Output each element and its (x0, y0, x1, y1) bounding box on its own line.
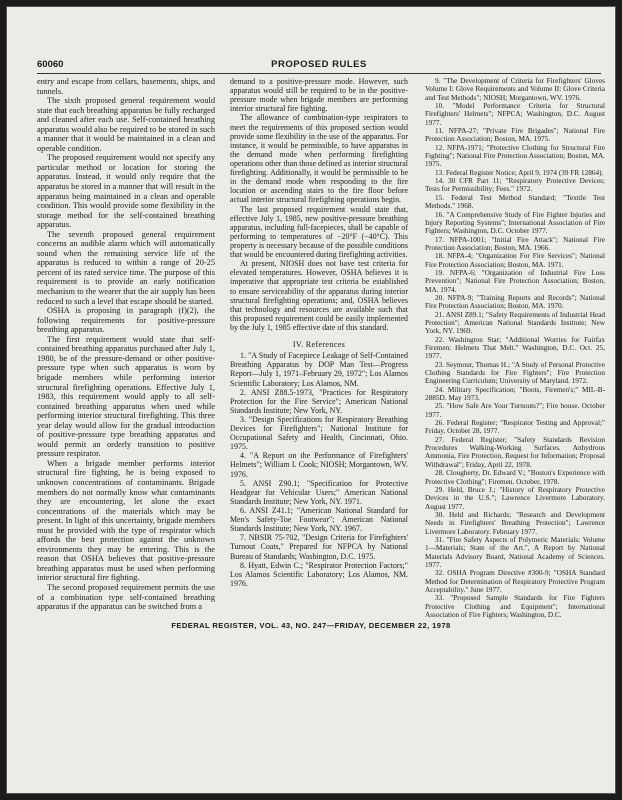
reference-item: 22. Washington Star; "Additional Worries for Fairfax Firemen: Helmets That Melt." Washington, D.C. Oct. 25, 1977. (425, 335, 605, 361)
reference-item: 16. "A Comprehensive Study of Fire Fighter Injuries and Injury Reporting Systems"; International Association of Fire Fighters; Washington, D.C. October 1977. (425, 210, 605, 236)
reference-item: 19. NFPA-6; "Organization of Industrial Fire Loss Prevention"; National Fire Protection Association; Boston, MA. 1974. (425, 268, 605, 294)
reference-item: 10. "Model Performance Criteria for Structural Firefighters' Helmets"; NFPCA; Washington, D.C. August 1977. (425, 102, 605, 127)
paragraph: When a brigade member performs interior structural fire fighting, he is being exposed to unknown concentrations of contaminants. Brigade members do not normally know what contaminants they are encountering, let alone the exact concentrations of the materials which may be present. In light of this uncertainty, brigade members must be provided with the type of respirator which affords the best protection against the unknown environments they may be entering. This is the reason that OSHA believes that positive-pressure breathing apparatus must be used when performing interior structural fire fighting. (37, 458, 215, 583)
reference-item: 11. NFPA-27; "Private Fire Brigades"; National Fire Protection Association; Boston, MA. 1975. (425, 127, 605, 144)
reference-item: 14. 30 CFR Part 11; "Respiratory Protective Devices; Tests for Permissibility; Fees." 1972. (425, 177, 605, 194)
reference-item: 17. NFPA-1001; "Initial Fire Attack"; National Fire Protection Association; Boston, MA. 1966. (425, 235, 605, 252)
column-middle (230, 77, 408, 611)
paragraph: The first requirement would state that self-contained breathing apparatus purchased after July 1, 1980, be of the pressure-demand or other positive-pressure type when such apparatus is worn by brigade members while performing interior structural firefighting operations. Effective July 1, 1983, this requirement would apply to all self-contained breathing apparatus when used while performing interior structural firefighting. This three year delay would allow for the gradual introduction of positive-pressure type breathing apparatus and would permit an orderly transition to positive pressure respirator. (37, 334, 215, 459)
page-footer: FEDERAL REGISTER, VOL. 43, NO. 247—FRIDAY, DECEMBER 22, 1978 (171, 621, 451, 630)
reference-item: 4. "A Report on the Performance of Firefighters' Helmets"; William I. Cook; NIOSH; Morgantown, WV. 1976. (230, 451, 408, 479)
column-left (37, 77, 215, 637)
reference-item: 24. Military Specification; "Boots, Firemen's;" MIL-B-2885D. May 1973. (425, 385, 605, 403)
reference-item: 12. NFPA-1971; "Protective Clothing for Structural Fire Fighting"; National Fire Protection Association; Boston, MA. 1975. (425, 143, 605, 169)
reference-item: 28. Clougherty, Dr. Edward V.; "Boston's Experience with Protective Clothing"; Firemen. October, 1978. (425, 469, 605, 486)
reference-item: 18. NFPA-4; "Organization For Fire Services"; National Fire Protection Association; Boston, MA. 1971. (425, 252, 605, 269)
reference-item: 3. "Design Specifications for Respiratory Breathing Devices for Firefighters"; National Institute for Occupational Safety and Health, Cincinnati, Ohio. 1975. (230, 414, 408, 452)
reference-list-b (425, 77, 605, 619)
references-heading: IV. References (292, 340, 346, 350)
paragraph: The allowance of combination-type respirators to meet the requirements of this proposed section would provide some flexibility in the use of the apparatus. For instance, it would be permissible, to have apparatus in the demand mode when performing firefighting operations other than those defined as interior structural firefighting. Additionally, it would be permissible to be in the demand mode when responding to the fire location or ascending stairs to the fire floor before actual interior structural firefighting operations begin. (230, 113, 408, 205)
reference-item: 33. "Proposed Sample Standards for Fire Fighters Protective Clothing and Equipment"; International Association of Fire Fighters; Washington, D.C. (425, 594, 605, 619)
page-number: 60060 (37, 59, 64, 70)
paragraph: The last proposed requirement would state that, effective July 1, 1985, new positive-pressure breathing apparatus, including full-facepieces, shall be capable of performing to temperatures of −20°F (−40°C). This property is necessary because of the possible conditions that would be encountered during firefighting activities. (230, 204, 408, 260)
reference-item: 2. ANSI Z88.5-1973, "Practices for Respiratory Protection for the Fire Service"; American National Standards Institute; New York, NY. (230, 387, 408, 415)
reference-item: 26. Federal Register; "Respirator Testing and Approval;" Friday, October 28, 1977. (425, 419, 605, 436)
reference-item: 20. NFPA-9; "Training Reports and Records"; National Fire Protection Association; Boston, MA. 1970. (425, 293, 605, 311)
reference-item: 7. NBSIR 75-702, "Design Criteria for Firefighters' Turnout Coats," Prepared for NFPCA by National Bureau of Standards; Washington, D.C. 1975. (230, 533, 408, 561)
reference-item: 5. ANSI Z90.1; "Specification for Protective Headgear for Vehicular Users;" American National Standards Institute; New York, NY. 1971. (230, 478, 408, 506)
reference-item: 32. OSHA Program Directive #300-9; "OSHA Standard Method for Determination of Respiratory Protective Program Acceptability." June 1977. (425, 569, 605, 594)
reference-item: 1. "A Study of Facepiece Leakage of Self-Contained Breathing Apparatus by DOP Man Test—Progress Report—July 1, 1971–February 29, 1972"; Los Alamos Scientific Laboratory; Los Alamos, NM. (230, 351, 408, 388)
reference-item: 9. "The Development of Criteria for Firefighters' Gloves Volume I: Glove Requirements and Volume II: Glove Criteria and Test Methods"; NIOSH; Morgantown, WV. 1976. (425, 77, 605, 102)
reference-item: 21. ANSI Z89.1; "Safety Requirements of Industrial Head Protection"; American National Standards Institute; New York, NY. 1969. (425, 310, 605, 336)
header-rule (37, 73, 601, 74)
reference-item: 23. Seymour, Thomas H.; "A Study of Personal Protective Clothing Standards for Fire Fighters"; Fire Protection Engineering Curriculum; University of Maryland. 1972. (425, 360, 605, 386)
reference-item: 13. Federal Register Notice; April 9, 1974 (39 FR 12864). (435, 168, 604, 177)
column-right (425, 77, 605, 629)
reference-item: 29. Held, Bruce J.; "History of Respiratory Protective Devices in the U.S."; Lawrence Livermore Laboratory. August 1977. (425, 485, 605, 511)
reference-item: 8. Hyatt, Edwin C.; "Respirator Protection Factors;" Los Alamos Scientific Laboratory; Los Alamos, NM. 1976. (230, 560, 408, 588)
reference-item: 27. Federal Register; "Safety Standards Revision Procedures Walking-Working Surfaces. Anhydrous Ammonia, Fire Protection, Request for Information; Proposal Withdrawal"; Friday, April 22, 1978. (425, 435, 605, 469)
paragraph: The sixth proposed general requirement would state that each breathing apparatus be fully recharged and cleaned after each use. Self-contained breathing apparatus would also be required to be stored in such a manner that it would be maintained in a clean and operable condition. (37, 96, 215, 153)
paragraph: The second proposed requirement permits the use of a combination type self-contained breathing apparatus if the apparatus can be switched from a (37, 582, 215, 612)
reference-item: 31. "Fire Safety Aspects of Polymeric Materials: Volume 1—Materials; State of the Art.", A Report by National Materials Advisory Board, National Academy of Sciences. 1977. (425, 535, 605, 569)
reference-list-a (230, 351, 408, 588)
reference-item: 6. ANSI Z41.1; "American National Standard for Men's Safety-Toe Footwear"; American National Standards Institute; New York, NY. 1967. (230, 506, 408, 534)
paragraph: The proposed requirement would not specify any particular method or location for storing the apparatus. Instead, it would only require that the apparatus be stored in a manner that will result in the apparatus being maintained in a clean and operable condition. This would provide some flexibility in the storage method for the self-contained breathing apparatus. (37, 153, 215, 230)
paragraph: entry and escape from cellars, basements, ships, and tunnels. (37, 77, 215, 96)
reference-item: 30. Held and Richards; "Research and Development Needs in Firefighters' Breathing Protection"; Lawrence Livermore Laboratory. February 1977. (425, 510, 605, 536)
paragraph: OSHA is proposing in paragraph (f)(2), the following requirements for positive-pressure breathing apparatus. (37, 306, 215, 335)
paragraph: At present, NIOSH does not have test criteria for elevated temperatures. However, OSHA believes it is imperative that appropriate test criteria be established to ensure serviceability of the apparatus during interior structural firefighting operations; and, OSHA believes that technology and resources are available such that this proposed requirement could be easily implemented by the July 1, 1985 effective date of this standard. (230, 259, 408, 332)
paragraph: demand to a positive-pressure mode. However, such apparatus would still be required to be in the positive-pressure mode when brigade members are performing interior structural fire fighting. (230, 77, 408, 114)
section-title: PROPOSED RULES (271, 59, 367, 70)
reference-item: 25. "How Safe Are Your Turnouts?"; Fire house. October 1977. (425, 402, 605, 419)
reference-item: 15. Federal Test Method Standard; "Textile Test Methods." 1968. (425, 193, 605, 211)
document-page (6, 6, 616, 794)
paragraph: The seventh proposed general requirement concerns an audible alarm which will automatically sound when the remaining service life of the apparatus is reduced to within a range of 20-25 percent of its rated service time. The purpose of this requirement is to provide an early notification mechanism to the wearer that the air supply has been reduced to such a level that escape should be started. (37, 229, 215, 306)
